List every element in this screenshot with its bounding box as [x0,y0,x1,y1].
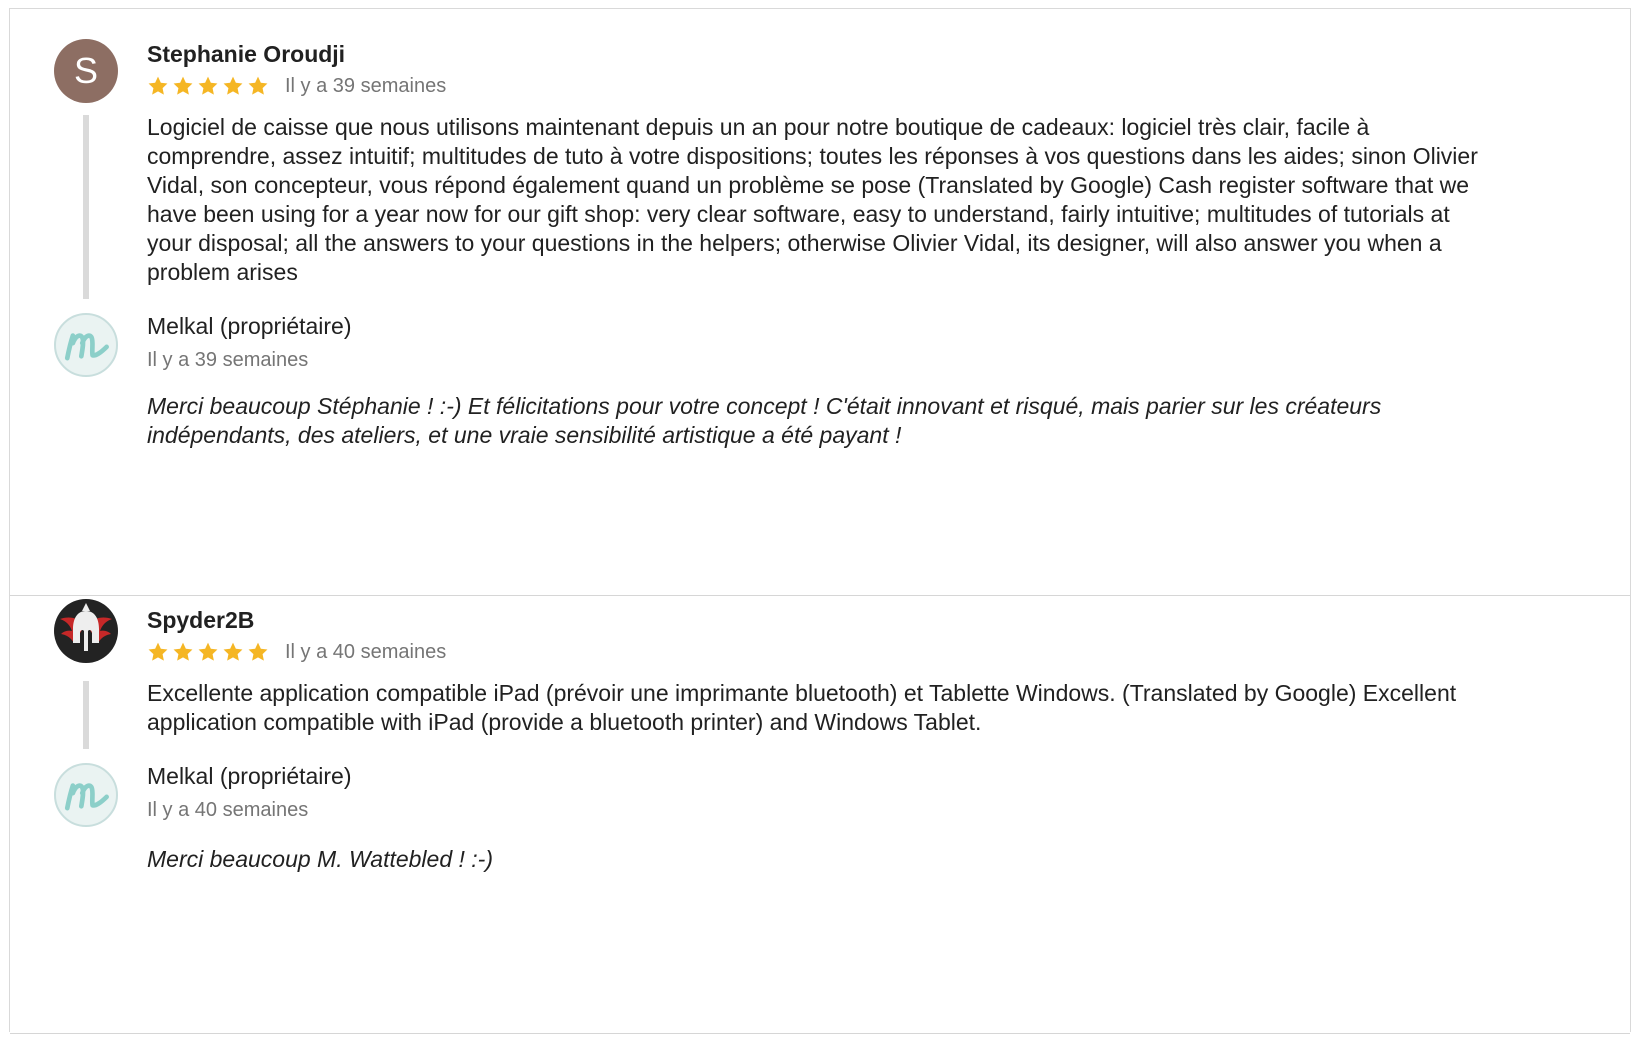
review-time: Il y a 39 semaines [285,74,447,97]
rating-row [147,639,446,665]
rating-row [147,73,446,99]
star-rating [147,641,269,663]
thread-line [83,681,89,749]
star-icon [247,75,269,97]
owner-response-time: Il y a 40 semaines [147,799,309,821]
melkal-logo-icon [56,765,116,825]
avatar-initial: S [73,50,98,91]
thread-line [83,115,89,299]
star-icon [222,641,244,663]
star-icon [247,641,269,663]
reviews-panel [9,8,1631,1032]
star-icon [197,641,219,663]
review-card [10,9,1630,596]
star-icon [172,75,194,97]
star-icon [147,75,169,97]
star-rating [147,75,269,97]
owner-reply-text: Merci beaucoup Stéphanie ! :-) Et félicitations pour votre concept ! C'était innovant et risqué, mais parier sur les créateurs indépendants, des ateliers, et une vraie sensibilité artistique a été payant ! [147,393,1382,448]
review-time: Il y a 40 semaines [285,640,447,663]
star-icon [172,641,194,663]
spartan-helmet-icon [54,599,118,663]
owner-reply-text: Merci beaucoup M. Wattebled ! :-) [147,846,493,872]
owner-name: Melkal (propriétaire) [147,313,352,339]
review-text: Excellente application compatible iPad (prévoir une imprimante bluetooth) et Tablette Windows. (Translated by Google) Excellent application compatible with iPad (provide a bluetooth printer) and Windows Tablet. [147,680,1457,735]
star-icon [222,75,244,97]
star-icon [197,75,219,97]
owner-name: Melkal (propriétaire) [147,763,352,789]
reviewer-name[interactable]: Spyder2B [147,607,255,633]
melkal-logo-icon [56,315,116,375]
review-card [10,595,1630,1034]
reviewer-avatar[interactable] [54,39,118,103]
reviewer-avatar[interactable] [54,599,118,663]
review-text: Logiciel de caisse que nous utilisons maintenant depuis un an pour notre boutique de cadeaux: logiciel très clair, facile à comprendre, assez intuitif; multitudes de tuto à votre dispositions; toutes les réponses à vos questions dans les aides; sinon Olivier Vidal, son concepteur, vous répond également quand un problème se pose (Translated by Google) Cash register software that we have been using for a year now for our gift shop: very clear software, easy to understand, fairly intuitive; multitudes of tutorials at your disposal; all the answers to your questions in the helpers; otherwise Olivier Vidal, its designer, will also answer you when a problem arises [147,114,1478,285]
reviewer-name[interactable]: Stephanie Oroudji [147,41,346,67]
star-icon [147,641,169,663]
owner-avatar [54,313,118,377]
owner-response-time: Il y a 39 semaines [147,349,309,371]
owner-avatar [54,763,118,827]
